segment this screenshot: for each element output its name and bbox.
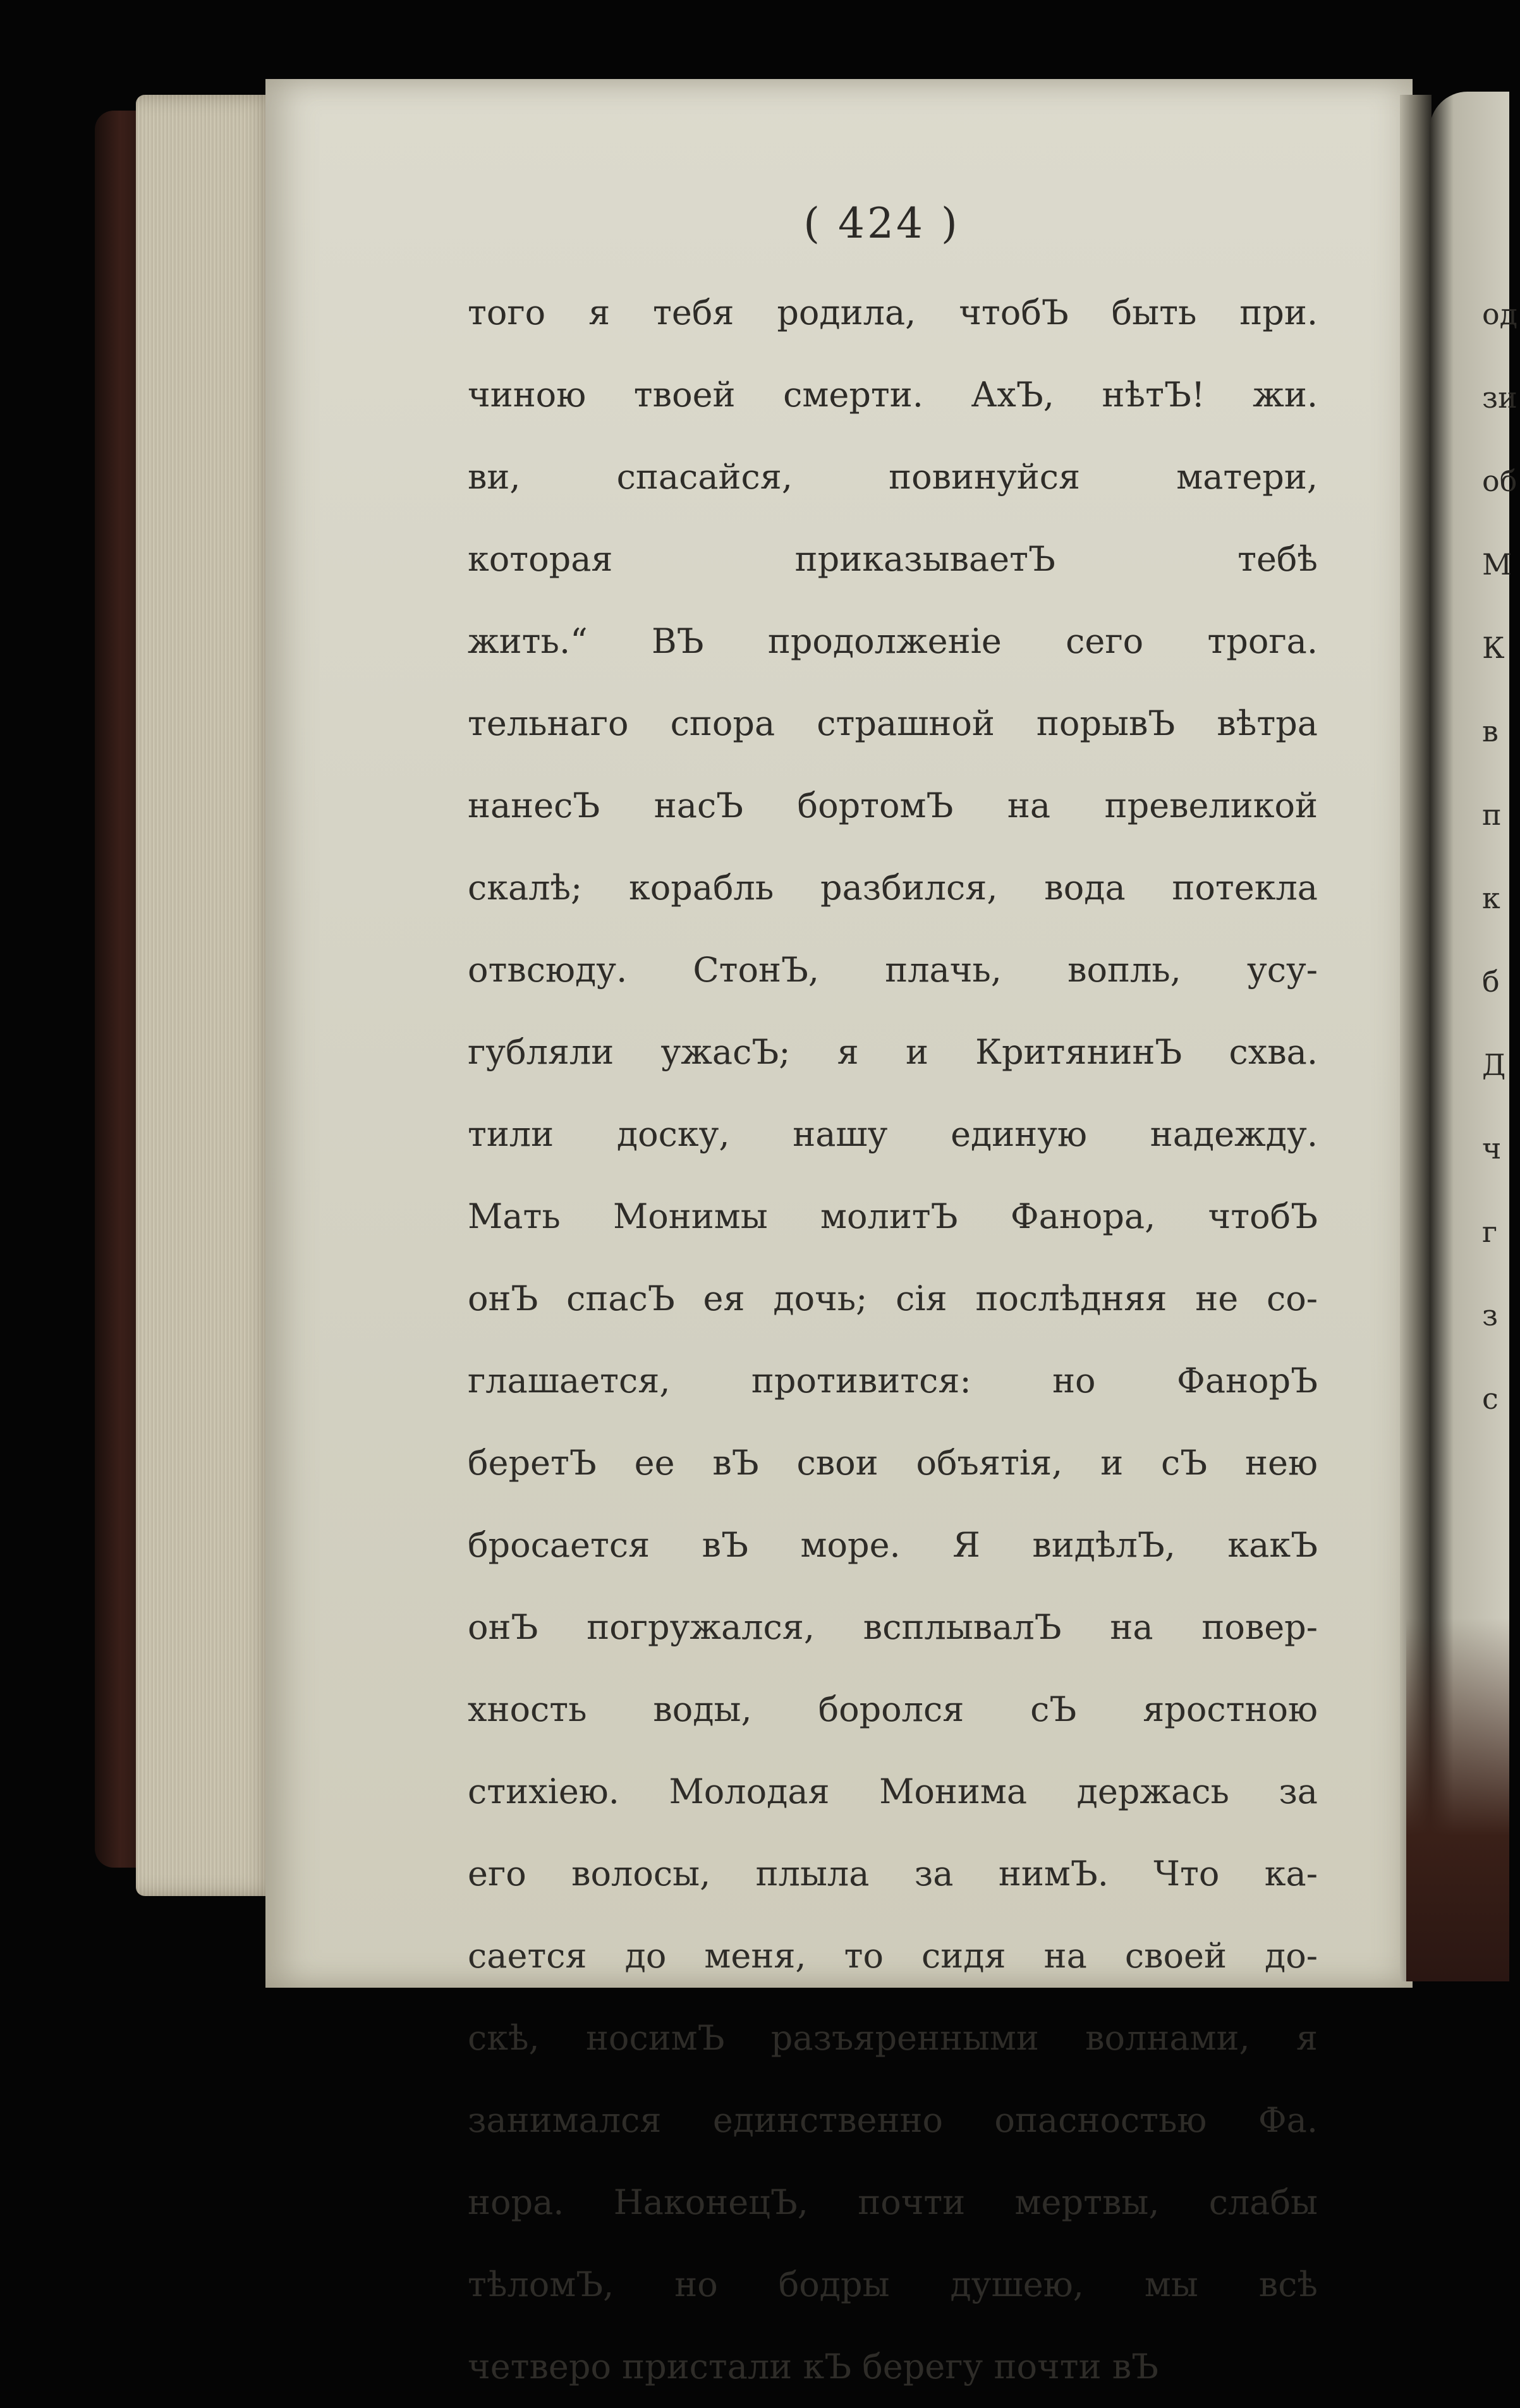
- text-line: онЪ спасЪ ея дочь; сія послѣдняя не со-: [468, 1279, 1318, 1318]
- text-line: Мать Монимы молитЪ Фанора, чтобЪ: [468, 1196, 1318, 1236]
- text-line: того я тебя родила, чтобЪ быть при.: [468, 293, 1318, 332]
- text-line: беретЪ ее вЪ свои объятія, и сЪ нею: [468, 1443, 1318, 1483]
- page-edges: [136, 95, 278, 1896]
- page-number: ( 424 ): [803, 199, 960, 248]
- text-line: нанесЪ насЪ бортомЪ на превеликой: [468, 786, 1318, 825]
- next-page-fragment: г: [1482, 1215, 1498, 1249]
- next-page-fragment: К: [1482, 631, 1505, 665]
- next-page-fragment: од: [1482, 297, 1518, 331]
- next-page-edge: [1406, 1618, 1509, 1981]
- text-line: скѣ, носимЪ разъяренными волнами, я: [468, 2018, 1318, 2058]
- text-line: жить.“ ВЪ продолженіе сего трога.: [468, 621, 1318, 661]
- next-page-fragment: М: [1482, 547, 1512, 581]
- text-line: чиною твоей смерти. АхЪ, нѣтЪ! жи.: [468, 375, 1318, 415]
- next-page-fragment: зи: [1482, 380, 1517, 415]
- text-line: тельнаго спора страшной порывЪ вѣтра: [468, 703, 1318, 743]
- text-line: тили доску, нашу единую надежду.: [468, 1114, 1318, 1154]
- next-page-fragment: з: [1482, 1298, 1499, 1332]
- text-line: скалѣ; корабль разбился, вода потекла: [468, 868, 1318, 908]
- next-page-fragment: с: [1482, 1382, 1499, 1416]
- next-page-fragment: п: [1482, 798, 1502, 832]
- text-line: отвсюду. СтонЪ, плачь, вопль, усу-: [468, 950, 1318, 990]
- next-page-fragment: в: [1482, 714, 1499, 748]
- text-line: занимался единственно опасностью Фа.: [468, 2100, 1318, 2140]
- text-line: сается до меня, то сидя на своей до-: [468, 1936, 1318, 1976]
- text-line: нора. НаконецЪ, почти мертвы, слабы: [468, 2182, 1318, 2222]
- text-line: глашается, противится: но ФанорЪ: [468, 1361, 1318, 1401]
- text-line: его волосы, плыла за нимЪ. Что ка-: [468, 1854, 1318, 1894]
- next-page-fragment: ч: [1482, 1131, 1502, 1165]
- page-text: [468, 272, 1318, 2408]
- next-page-fragment: Д: [1482, 1048, 1506, 1082]
- text-line: ви, спасайся, повинуйся матери,: [468, 457, 1318, 497]
- text-line: которая приказываетЪ тебѣ: [468, 539, 1318, 579]
- text-line: бросается вЪ море. Я видѣлЪ, какЪ: [468, 1525, 1318, 1565]
- next-page-fragment: к: [1482, 881, 1500, 915]
- text-line: четверо пристали кЪ берегу почти вЪ: [468, 2347, 1159, 2387]
- next-page-fragment: об: [1482, 464, 1517, 498]
- text-line: губляли ужасЪ; я и КритянинЪ схва.: [468, 1032, 1318, 1072]
- text-line: онЪ погружался, всплывалЪ на повер-: [468, 1607, 1318, 1647]
- next-page-fragment: б: [1482, 964, 1500, 999]
- text-line: стихіею. Молодая Монима держась за: [468, 1772, 1318, 1811]
- text-line: тѣломЪ, но бодры душею, мы всѣ: [468, 2265, 1318, 2304]
- text-line: хность воды, боролся сЪ яростною: [468, 1689, 1318, 1729]
